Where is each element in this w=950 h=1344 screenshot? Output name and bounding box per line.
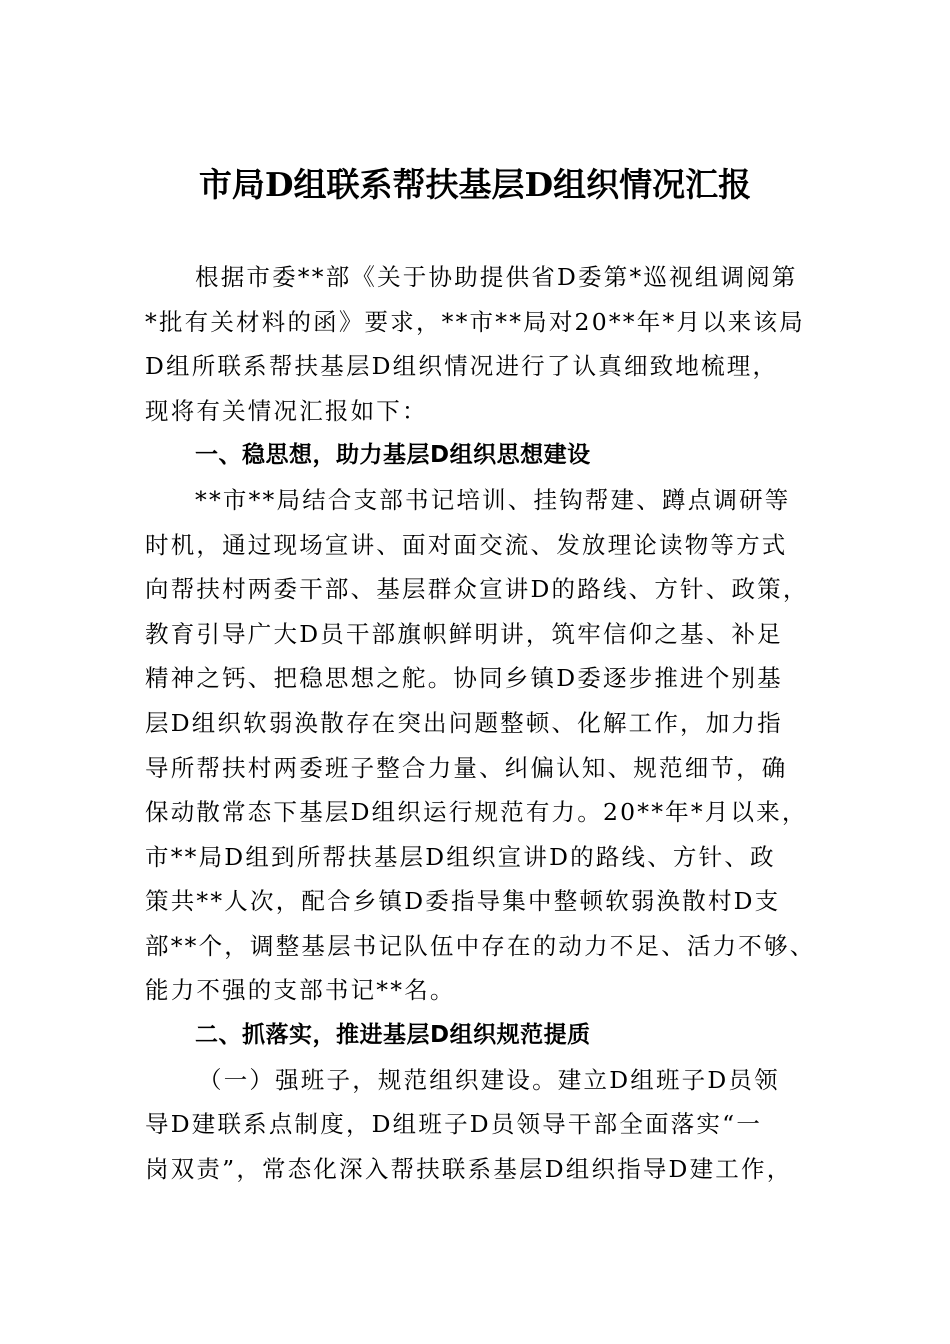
section-2-line-1: （一）强班子，规范组织建设。建立D组班子D员领 [198, 1066, 780, 1094]
section-1-line-4: 教育引导广大D员干部旗帜鲜明讲，筑牢信仰之基、补足 [145, 620, 783, 648]
section-2-heading: 二、抓落实，推进基层D组织规范提质 [195, 1022, 591, 1048]
section-1-line-3: 向帮扶村两委干部、基层群众宣讲D的路线、方针、政策， [145, 575, 809, 603]
section-1-heading: 一、稳思想，助力基层D组织思想建设 [195, 442, 591, 468]
intro-line-2: *批有关材料的函》要求，**市**局对20**年*月以来该局 [145, 308, 805, 336]
section-1-line-6: 层D组织软弱涣散存在突出问题整顿、化解工作，加力指 [145, 709, 783, 737]
section-1-line-9: 市**局D组到所帮扶基层D组织宣讲D的路线、方针、政 [145, 843, 776, 871]
section-1-line-2: 时机，通过现场宣讲、面对面交流、发放理论读物等方式 [145, 531, 788, 559]
section-1-line-10: 策共**人次，配合乡镇D委指导集中整顿软弱涣散村D支 [145, 887, 781, 915]
intro-line-4: 现将有关情况汇报如下： [145, 397, 428, 425]
section-2-line-3: 岗双责”，常态化深入帮扶联系基层D组织指导D建工作， [145, 1155, 793, 1183]
section-1-line-12: 能力不强的支部书记**名。 [145, 976, 456, 1004]
section-1-line-1: **市**局结合支部书记培训、挂钩帮建、蹲点调研等 [195, 486, 791, 514]
intro-line-1: 根据市委**部《关于协助提供省D委第*巡视组调阅第 [195, 263, 798, 291]
section-1-line-7: 导所帮扶村两委班子整合力量、纠偏认知、规范细节，确 [145, 754, 788, 782]
intro-line-3: D组所联系帮扶基层D组织情况进行了认真细致地梳理， [145, 352, 779, 380]
document-title: 市局D组联系帮扶基层D组织情况汇报 [198, 165, 752, 204]
section-1-line-11: 部**个，调整基层书记队伍中存在的动力不足、活力不够、 [145, 932, 816, 960]
section-1-line-5: 精神之钙、把稳思想之舵。协同乡镇D委逐步推进个别基 [145, 664, 783, 692]
section-2-line-2: 导D建联系点制度，D组班子D员领导干部全面落实“一 [145, 1110, 763, 1138]
section-1-line-8: 保动散常态下基层D组织运行规范有力。20**年*月以来， [145, 798, 808, 826]
